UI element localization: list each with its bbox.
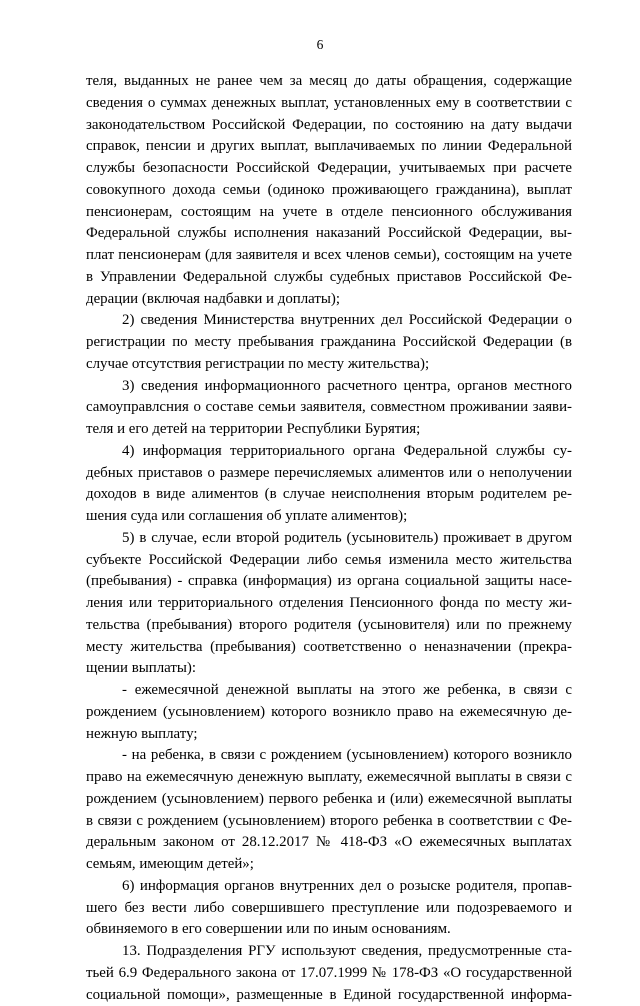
text-line: деральным законом от 28.12.2017 № 418-ФЗ «О ежемесячных выплатах	[86, 832, 572, 854]
text-line: шения суда или соглашения об уплате алиментов);	[86, 506, 572, 528]
text-line: обвиняемого в его совершении или по иным основаниям.	[86, 919, 572, 941]
text-line: 13. Подразделения РГУ используют сведения, предусмотренные ста-	[86, 941, 572, 963]
text-line: случае отсутствия регистрации по месту жительства);	[86, 354, 572, 376]
text-line: 3) сведения информационного расчетного центра, органов местного	[86, 376, 572, 398]
text-line: сведения о суммах денежных выплат, установленных ему в соответствии с	[86, 93, 572, 115]
text-line: законодательством Российской Федерации, по состоянию на дату выдачи	[86, 115, 572, 137]
text-line: - на ребенка, в связи с рождением (усыновлением) которого возникло	[86, 745, 572, 767]
text-line: теля и его детей на территории Республики Бурятия;	[86, 419, 572, 441]
text-line: право на ежемесячную денежную выплату, ежемесячной выплаты в связи с	[86, 767, 572, 789]
text-line: Федеральной службы исполнения наказаний Российской Федерации, вы-	[86, 223, 572, 245]
text-line: рождением (усыновлением) которого возникло право на ежемесячную де-	[86, 702, 572, 724]
text-line: самоуправлсния о составе семьи заявителя, совместном проживании заяви-	[86, 397, 572, 419]
text-line: справок, пенсии и других выплат, выплачиваемых по линии Федеральной	[86, 136, 572, 158]
text-line: ления или территориального отделения Пенсионного фонда по месту жи-	[86, 593, 572, 615]
text-line: нежную выплату;	[86, 724, 572, 746]
text-line: 6) информация органов внутренних дел о розыске родителя, пропав-	[86, 876, 572, 898]
document-body	[86, 71, 572, 1006]
text-line: дебных приставов о размере перечисляемых алиментов или о неполучении	[86, 463, 572, 485]
text-line: службы безопасности Российской Федерации, учитываемых при расчете	[86, 158, 572, 180]
text-line: дерации (включая надбавки и доплаты);	[86, 289, 572, 311]
text-line: семьям, имеющим детей»;	[86, 854, 572, 876]
page-number: 6	[0, 37, 640, 53]
text-line: теля, выданных не ранее чем за месяц до даты обращения, содержащие	[86, 71, 572, 93]
text-line: совокупного дохода семьи (одиноко проживающего гражданина), выплат	[86, 180, 572, 202]
text-line: (пребывания) - справка (информация) из органа социальной защиты насе-	[86, 571, 572, 593]
text-line: доходов в виде алиментов (в случае неисполнения вторым родителем ре-	[86, 484, 572, 506]
text-line: месту жительства (пребывания) соответственно о неназначении (прекра-	[86, 637, 572, 659]
text-line: 2) сведения Министерства внутренних дел Российской Федерации о	[86, 310, 572, 332]
text-line: регистрации по месту пребывания гражданина Российской Федерации (в	[86, 332, 572, 354]
text-line: щении выплаты):	[86, 658, 572, 680]
text-line: в связи с рождением (усыновлением) второго ребенка в соответствии с Фе-	[86, 811, 572, 833]
text-line: 5) в случае, если второй родитель (усыновитель) проживает в другом	[86, 528, 572, 550]
text-line: плат пенсионерам (для заявителя и всех членов семьи), состоящим на учете	[86, 245, 572, 267]
text-line: тьей 6.9 Федерального закона от 17.07.1999 № 178-ФЗ «О государственной	[86, 963, 572, 985]
text-line: - ежемесячной денежной выплаты на этого же ребенка, в связи с	[86, 680, 572, 702]
text-line: тельства (пребывания) второго родителя (усыновителя) или по прежнему	[86, 615, 572, 637]
text-line: шего без вести либо совершившего преступление или подозреваемого и	[86, 898, 572, 920]
text-line: субъекте Российской Федерации либо семья изменила место жительства	[86, 550, 572, 572]
text-line: социальной помощи», размещенные в Единой государственной информа-	[86, 985, 572, 1006]
text-line: пенсионерам, состоящим на учете в отделе пенсионного обслуживания	[86, 202, 572, 224]
text-line: рождением (усыновлением) первого ребенка и (или) ежемесячной выплаты	[86, 789, 572, 811]
text-line: в Управлении Федеральной службы судебных приставов Российской Фе-	[86, 267, 572, 289]
text-line: 4) информация территориального органа Федеральной службы су-	[86, 441, 572, 463]
